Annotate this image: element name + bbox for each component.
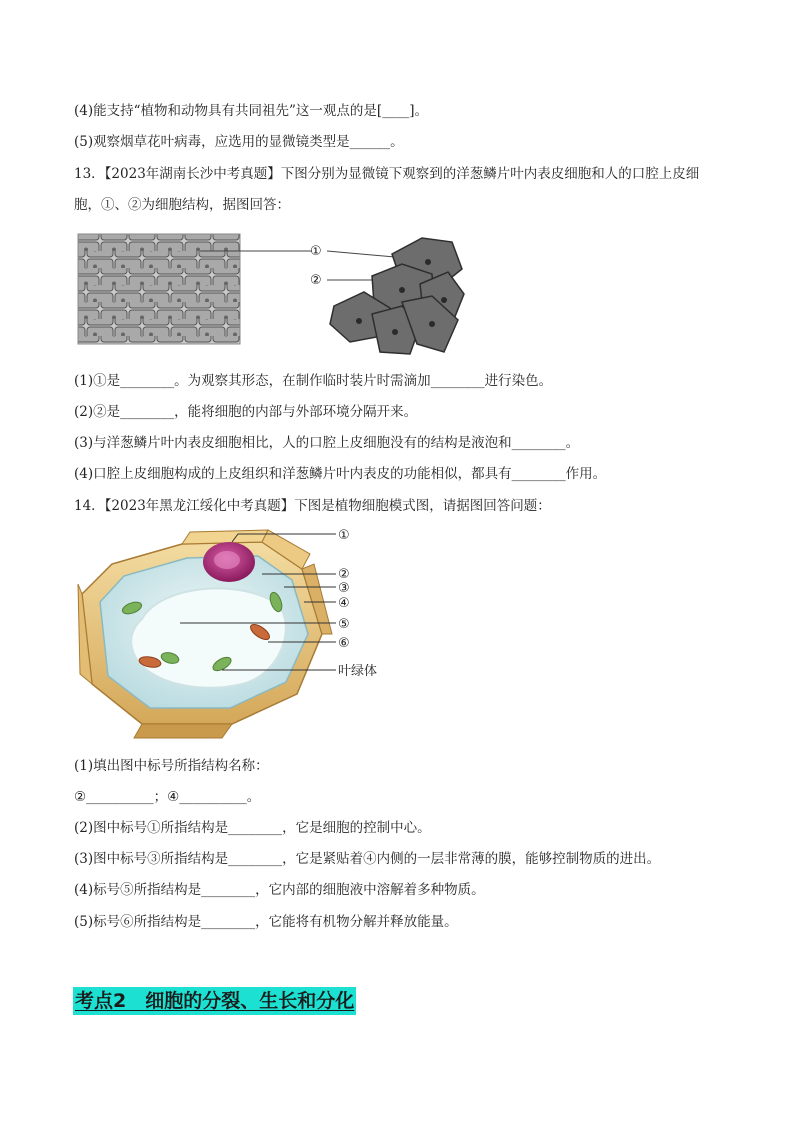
question-13-1: (1)①是________。为观察其形态，在制作临时装片时需滴加________进行染色。: [74, 373, 553, 389]
question-13-stem-line2: 胞，①、②为细胞结构，据图回答：: [74, 197, 290, 213]
figure2-label-2: ②: [338, 567, 350, 582]
question-14-5: (5)标号⑥所指结构是________，它能将有机物分解并释放能量。: [74, 914, 458, 930]
figure1-label-2: ②: [310, 273, 322, 288]
question-14-stem: 14．【2023年黑龙江绥化中考真题】下图是植物细胞模式图，请据图回答问题：: [74, 498, 551, 514]
question-12-4: (4)能支持“植物和动物具有共同祖先”这一观点的是[____]。: [74, 103, 428, 119]
question-13-4: (4)口腔上皮细胞构成的上皮组织和洋葱鳞片叶内表皮的功能相似，都具有________作用。: [74, 466, 607, 482]
plant-cell-diagram: [72, 524, 392, 744]
question-14-1: (1)填出图中标号所指结构名称：: [74, 758, 269, 774]
figure2-label-4: ④: [338, 596, 350, 611]
nucleus: [203, 542, 255, 582]
question-14-4: (4)标号⑤所指结构是________，它内部的细胞液中溶解着多种物质。: [74, 882, 485, 898]
cheek-cell-image: [330, 238, 464, 354]
question-13-2: (2)②是________，能将细胞的内部与外部环境分隔开来。: [74, 404, 418, 420]
question-14-2: (2)图中标号①所指结构是________，它是细胞的控制中心。: [74, 820, 431, 836]
figure2-label-1: ①: [338, 528, 350, 543]
figure2-label-3: ③: [338, 581, 350, 596]
figure1-label-1: ①: [310, 244, 322, 259]
question-12-5: (5)观察烟草花叶病毒，应选用的显微镜类型是______。: [74, 134, 404, 150]
question-13-3: (3)与洋葱鳞片叶内表皮细胞相比，人的口腔上皮细胞没有的结构是液泡和________。: [74, 435, 580, 451]
question-14-3: (3)图中标号③所指结构是________，它是紧贴着④内侧的一层非常薄的膜，能够控制物质的进出。: [74, 851, 661, 867]
question-14-1-blanks: ②__________；④__________。: [74, 789, 261, 805]
question-13-stem-line1: 13．【2023年湖南长沙中考真题】下图分别为显微镜下观察到的洋葱鳞片叶内表皮细胞和人的口腔上皮细: [74, 166, 700, 182]
figure2-chloroplast-label: 叶绿体: [338, 664, 378, 679]
microscope-cell-figure: [72, 224, 472, 364]
figure2-label-6: ⑥: [338, 636, 350, 651]
section-heading: 考点2 细胞的分裂、生长和分化: [73, 987, 356, 1015]
figure2-label-5: ⑤: [338, 617, 350, 632]
